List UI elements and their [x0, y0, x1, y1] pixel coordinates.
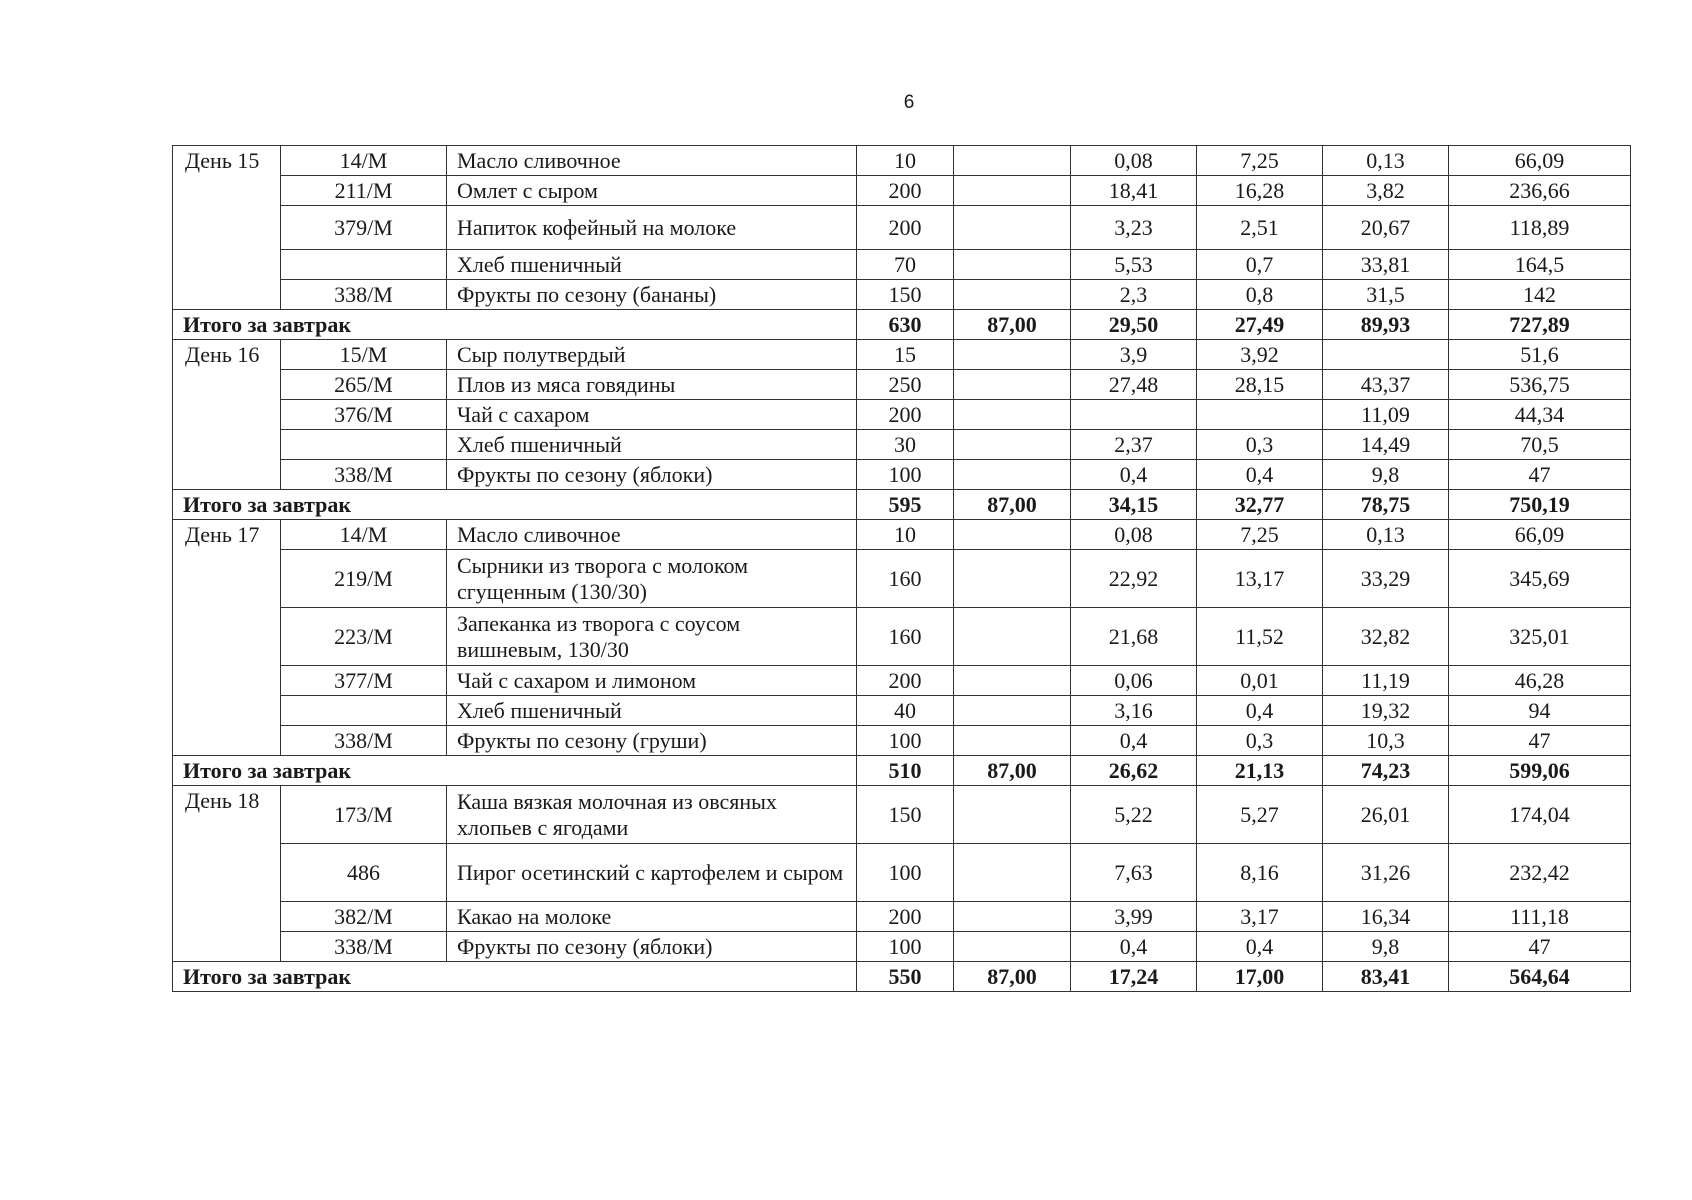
- table-row: [173, 608, 1631, 666]
- day-label: День 17: [173, 520, 281, 756]
- cell-price: [954, 370, 1071, 400]
- cell-kcal: 47: [1449, 726, 1631, 756]
- cell-fat: 0,7: [1197, 250, 1323, 280]
- cell-dish: Хлеб пшеничный: [447, 430, 857, 460]
- cell-protein: 5,53: [1071, 250, 1197, 280]
- total-fat: 27,49: [1197, 310, 1323, 340]
- cell-code: 486: [281, 844, 447, 902]
- cell-weight: 200: [857, 902, 954, 932]
- cell-code: [281, 430, 447, 460]
- cell-weight: 100: [857, 932, 954, 962]
- cell-weight: 40: [857, 696, 954, 726]
- cell-kcal: 325,01: [1449, 608, 1631, 666]
- cell-dish: Масло сливочное: [447, 520, 857, 550]
- cell-weight: 150: [857, 786, 954, 844]
- cell-kcal: 66,09: [1449, 520, 1631, 550]
- total-weight: 550: [857, 962, 954, 992]
- cell-dish: Запеканка из творога с соусом вишневым, 130/30: [447, 608, 857, 666]
- total-fat: 21,13: [1197, 756, 1323, 786]
- cell-carbs: 0,13: [1323, 146, 1449, 176]
- cell-carbs: 9,8: [1323, 460, 1449, 490]
- total-row: [173, 310, 1631, 340]
- cell-weight: 10: [857, 520, 954, 550]
- total-label: Итого за завтрак: [173, 756, 857, 786]
- cell-dish: Хлеб пшеничный: [447, 696, 857, 726]
- table-row: [173, 550, 1631, 608]
- cell-code: 14/М: [281, 520, 447, 550]
- cell-protein: 5,22: [1071, 786, 1197, 844]
- cell-dish: Сыр полутвердый: [447, 340, 857, 370]
- cell-carbs: 26,01: [1323, 786, 1449, 844]
- cell-code: 377/М: [281, 666, 447, 696]
- cell-carbs: 16,34: [1323, 902, 1449, 932]
- cell-dish: Пирог осетинский с картофелем и сыром: [447, 844, 857, 902]
- cell-code: 379/М: [281, 206, 447, 250]
- cell-weight: 10: [857, 146, 954, 176]
- cell-kcal: 47: [1449, 932, 1631, 962]
- total-kcal: 599,06: [1449, 756, 1631, 786]
- cell-code: 211/М: [281, 176, 447, 206]
- cell-carbs: 9,8: [1323, 932, 1449, 962]
- cell-protein: 27,48: [1071, 370, 1197, 400]
- table-row: [173, 430, 1631, 460]
- total-row: [173, 756, 1631, 786]
- cell-protein: 3,16: [1071, 696, 1197, 726]
- cell-weight: 200: [857, 176, 954, 206]
- table-row: [173, 932, 1631, 962]
- cell-fat: 3,17: [1197, 902, 1323, 932]
- table-row: [173, 844, 1631, 902]
- cell-price: [954, 844, 1071, 902]
- cell-price: [954, 250, 1071, 280]
- total-price: 87,00: [954, 756, 1071, 786]
- cell-carbs: 14,49: [1323, 430, 1449, 460]
- cell-weight: 70: [857, 250, 954, 280]
- cell-fat: 0,3: [1197, 430, 1323, 460]
- total-kcal: 750,19: [1449, 490, 1631, 520]
- menu-table-body: [173, 146, 1631, 992]
- table-row: [173, 696, 1631, 726]
- cell-code: 223/М: [281, 608, 447, 666]
- cell-fat: 13,17: [1197, 550, 1323, 608]
- cell-protein: 21,68: [1071, 608, 1197, 666]
- cell-fat: 0,4: [1197, 460, 1323, 490]
- cell-code: 338/М: [281, 726, 447, 756]
- cell-fat: 0,01: [1197, 666, 1323, 696]
- cell-dish: Фрукты по сезону (груши): [447, 726, 857, 756]
- cell-dish: Каша вязкая молочная из овсяных хлопьев с ягодами: [447, 786, 857, 844]
- cell-dish: Плов из мяса говядины: [447, 370, 857, 400]
- cell-weight: 250: [857, 370, 954, 400]
- cell-kcal: 94: [1449, 696, 1631, 726]
- cell-code: 338/М: [281, 932, 447, 962]
- cell-code: 14/М: [281, 146, 447, 176]
- cell-weight: 200: [857, 666, 954, 696]
- cell-kcal: 174,04: [1449, 786, 1631, 844]
- total-weight: 630: [857, 310, 954, 340]
- cell-fat: 8,16: [1197, 844, 1323, 902]
- cell-dish: Чай с сахаром и лимоном: [447, 666, 857, 696]
- cell-dish: Сырники из творога с молоком сгущенным (130/30): [447, 550, 857, 608]
- cell-kcal: 111,18: [1449, 902, 1631, 932]
- cell-fat: 11,52: [1197, 608, 1323, 666]
- cell-code: 382/М: [281, 902, 447, 932]
- table-row: [173, 176, 1631, 206]
- table-row: [173, 726, 1631, 756]
- cell-code: 376/М: [281, 400, 447, 430]
- total-row: [173, 490, 1631, 520]
- cell-carbs: 20,67: [1323, 206, 1449, 250]
- cell-carbs: [1323, 340, 1449, 370]
- cell-fat: 7,25: [1197, 146, 1323, 176]
- total-protein: 29,50: [1071, 310, 1197, 340]
- cell-weight: 100: [857, 844, 954, 902]
- total-kcal: 564,64: [1449, 962, 1631, 992]
- cell-kcal: 232,42: [1449, 844, 1631, 902]
- total-fat: 17,00: [1197, 962, 1323, 992]
- cell-kcal: 51,6: [1449, 340, 1631, 370]
- total-price: 87,00: [954, 310, 1071, 340]
- cell-kcal: 118,89: [1449, 206, 1631, 250]
- cell-code: 338/М: [281, 460, 447, 490]
- cell-fat: 7,25: [1197, 520, 1323, 550]
- total-weight: 595: [857, 490, 954, 520]
- total-weight: 510: [857, 756, 954, 786]
- total-carbs: 78,75: [1323, 490, 1449, 520]
- cell-protein: 18,41: [1071, 176, 1197, 206]
- cell-price: [954, 430, 1071, 460]
- cell-price: [954, 206, 1071, 250]
- cell-kcal: 142: [1449, 280, 1631, 310]
- total-protein: 17,24: [1071, 962, 1197, 992]
- cell-price: [954, 786, 1071, 844]
- table-row: [173, 146, 1631, 176]
- cell-carbs: 31,26: [1323, 844, 1449, 902]
- cell-fat: 2,51: [1197, 206, 1323, 250]
- cell-protein: 0,08: [1071, 146, 1197, 176]
- cell-price: [954, 460, 1071, 490]
- cell-weight: 100: [857, 726, 954, 756]
- cell-dish: Масло сливочное: [447, 146, 857, 176]
- cell-weight: 200: [857, 400, 954, 430]
- cell-weight: 200: [857, 206, 954, 250]
- cell-weight: 150: [857, 280, 954, 310]
- cell-weight: 160: [857, 608, 954, 666]
- table-row: [173, 370, 1631, 400]
- cell-protein: 3,99: [1071, 902, 1197, 932]
- cell-protein: 3,23: [1071, 206, 1197, 250]
- cell-carbs: 32,82: [1323, 608, 1449, 666]
- cell-code: 338/М: [281, 280, 447, 310]
- table-row: [173, 460, 1631, 490]
- cell-protein: 2,3: [1071, 280, 1197, 310]
- cell-carbs: 10,3: [1323, 726, 1449, 756]
- cell-carbs: 31,5: [1323, 280, 1449, 310]
- cell-price: [954, 666, 1071, 696]
- cell-price: [954, 176, 1071, 206]
- cell-code: 15/М: [281, 340, 447, 370]
- cell-kcal: 164,5: [1449, 250, 1631, 280]
- total-carbs: 74,23: [1323, 756, 1449, 786]
- table-row: [173, 340, 1631, 370]
- cell-dish: Какао на молоке: [447, 902, 857, 932]
- cell-fat: 0,8: [1197, 280, 1323, 310]
- cell-protein: 0,4: [1071, 726, 1197, 756]
- table-row: [173, 250, 1631, 280]
- cell-price: [954, 608, 1071, 666]
- total-protein: 26,62: [1071, 756, 1197, 786]
- cell-kcal: 66,09: [1449, 146, 1631, 176]
- table-row: [173, 280, 1631, 310]
- cell-protein: 7,63: [1071, 844, 1197, 902]
- cell-price: [954, 340, 1071, 370]
- total-price: 87,00: [954, 962, 1071, 992]
- total-kcal: 727,89: [1449, 310, 1631, 340]
- table-row: [173, 400, 1631, 430]
- cell-carbs: 19,32: [1323, 696, 1449, 726]
- cell-price: [954, 932, 1071, 962]
- cell-protein: 0,08: [1071, 520, 1197, 550]
- table-row: [173, 902, 1631, 932]
- cell-code: 219/М: [281, 550, 447, 608]
- cell-fat: 28,15: [1197, 370, 1323, 400]
- cell-fat: 0,3: [1197, 726, 1323, 756]
- cell-code: [281, 696, 447, 726]
- cell-dish: Хлеб пшеничный: [447, 250, 857, 280]
- cell-carbs: 0,13: [1323, 520, 1449, 550]
- cell-price: [954, 280, 1071, 310]
- cell-protein: 0,4: [1071, 460, 1197, 490]
- cell-carbs: 33,81: [1323, 250, 1449, 280]
- cell-code: 173/М: [281, 786, 447, 844]
- cell-carbs: 43,37: [1323, 370, 1449, 400]
- table-row: [173, 786, 1631, 844]
- cell-kcal: 47: [1449, 460, 1631, 490]
- cell-fat: 0,4: [1197, 932, 1323, 962]
- cell-carbs: 11,19: [1323, 666, 1449, 696]
- cell-kcal: 536,75: [1449, 370, 1631, 400]
- cell-protein: [1071, 400, 1197, 430]
- cell-dish: Напиток кофейный на молоке: [447, 206, 857, 250]
- cell-code: [281, 250, 447, 280]
- cell-protein: 0,4: [1071, 932, 1197, 962]
- cell-weight: 100: [857, 460, 954, 490]
- cell-kcal: 70,5: [1449, 430, 1631, 460]
- table-row: [173, 206, 1631, 250]
- cell-protein: 0,06: [1071, 666, 1197, 696]
- cell-price: [954, 902, 1071, 932]
- cell-code: 265/М: [281, 370, 447, 400]
- table-row: [173, 666, 1631, 696]
- cell-dish: Фрукты по сезону (яблоки): [447, 460, 857, 490]
- day-label: День 18: [173, 786, 281, 962]
- total-protein: 34,15: [1071, 490, 1197, 520]
- cell-protein: 2,37: [1071, 430, 1197, 460]
- cell-dish: Чай с сахаром: [447, 400, 857, 430]
- cell-fat: 3,92: [1197, 340, 1323, 370]
- cell-dish: Омлет с сыром: [447, 176, 857, 206]
- cell-fat: [1197, 400, 1323, 430]
- total-carbs: 89,93: [1323, 310, 1449, 340]
- cell-carbs: 3,82: [1323, 176, 1449, 206]
- cell-kcal: 44,34: [1449, 400, 1631, 430]
- cell-fat: 0,4: [1197, 696, 1323, 726]
- total-label: Итого за завтрак: [173, 490, 857, 520]
- cell-price: [954, 146, 1071, 176]
- cell-protein: 3,9: [1071, 340, 1197, 370]
- table-row: [173, 520, 1631, 550]
- cell-kcal: 345,69: [1449, 550, 1631, 608]
- total-label: Итого за завтрак: [173, 962, 857, 992]
- page-number: 6: [903, 92, 915, 113]
- cell-weight: 30: [857, 430, 954, 460]
- total-label: Итого за завтрак: [173, 310, 857, 340]
- cell-price: [954, 696, 1071, 726]
- cell-weight: 160: [857, 550, 954, 608]
- total-fat: 32,77: [1197, 490, 1323, 520]
- total-row: [173, 962, 1631, 992]
- cell-carbs: 11,09: [1323, 400, 1449, 430]
- cell-price: [954, 726, 1071, 756]
- day-label: День 15: [173, 146, 281, 310]
- total-carbs: 83,41: [1323, 962, 1449, 992]
- cell-price: [954, 520, 1071, 550]
- total-price: 87,00: [954, 490, 1071, 520]
- cell-price: [954, 400, 1071, 430]
- cell-protein: 22,92: [1071, 550, 1197, 608]
- cell-kcal: 46,28: [1449, 666, 1631, 696]
- menu-table: [172, 145, 1631, 992]
- cell-dish: Фрукты по сезону (яблоки): [447, 932, 857, 962]
- day-label: День 16: [173, 340, 281, 490]
- cell-carbs: 33,29: [1323, 550, 1449, 608]
- cell-kcal: 236,66: [1449, 176, 1631, 206]
- cell-dish: Фрукты по сезону (бананы): [447, 280, 857, 310]
- cell-fat: 16,28: [1197, 176, 1323, 206]
- cell-price: [954, 550, 1071, 608]
- cell-weight: 15: [857, 340, 954, 370]
- cell-fat: 5,27: [1197, 786, 1323, 844]
